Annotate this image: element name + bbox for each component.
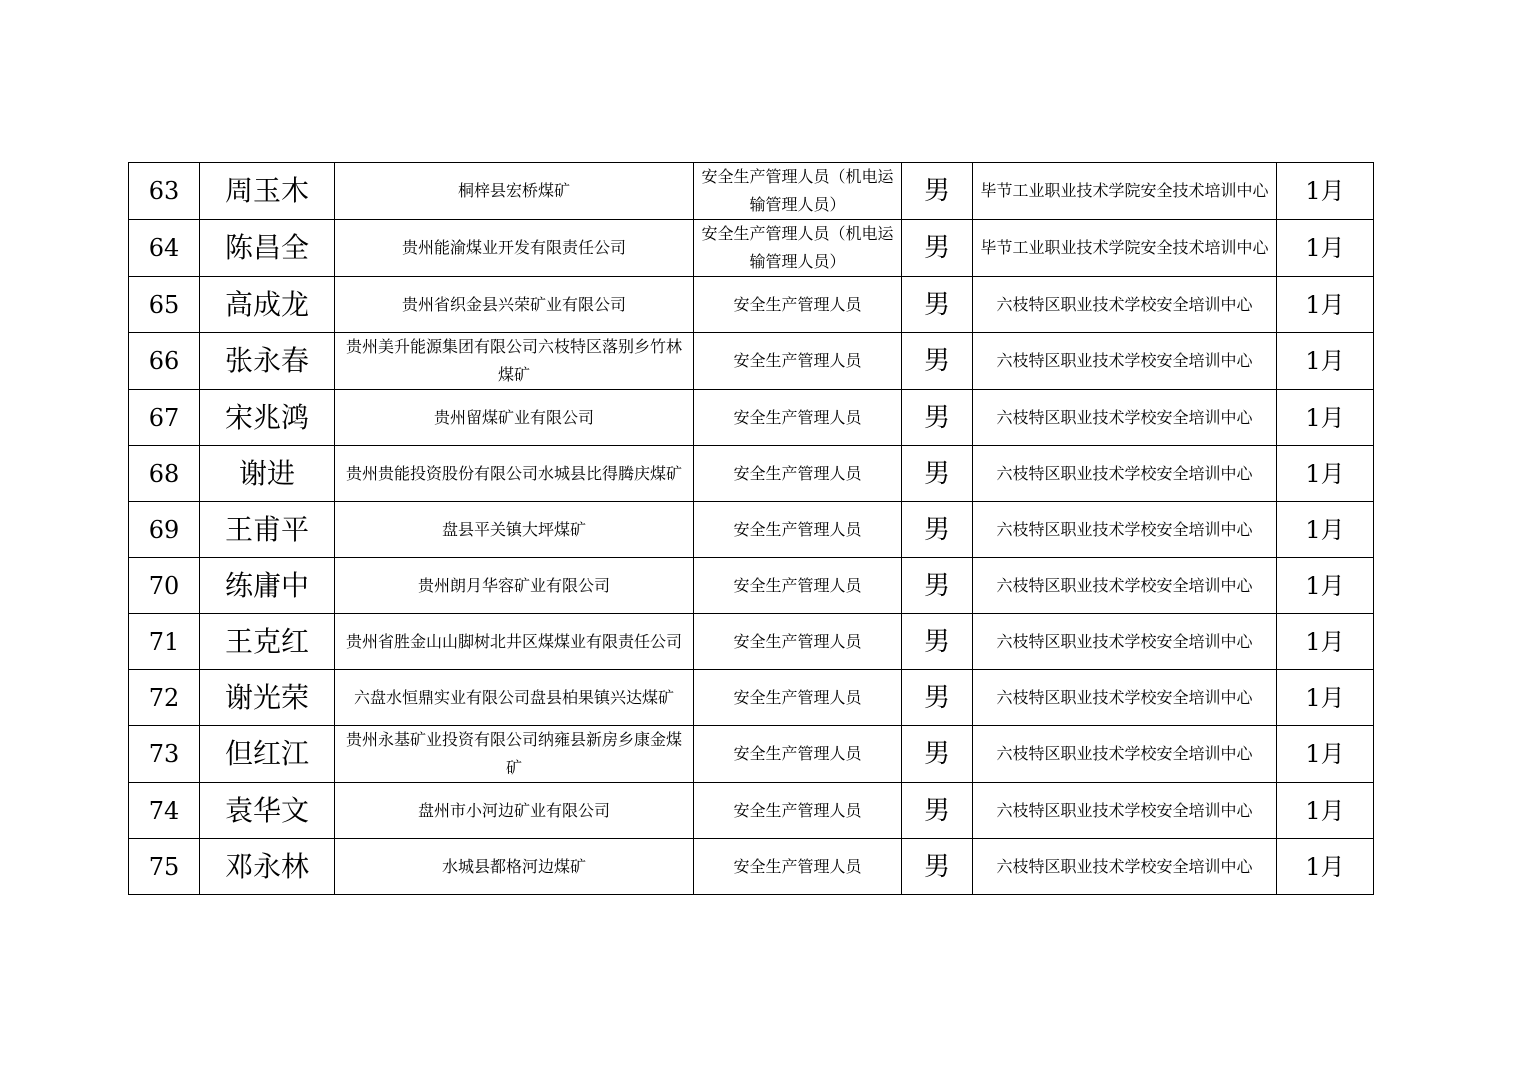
gender: 男 [902,220,973,277]
position-title: 安全生产管理人员 [694,277,902,333]
training-school: 六枝特区职业技术学校安全培训中心 [973,839,1277,895]
person-name: 谢进 [200,446,335,502]
personnel-table [128,162,1374,895]
gender: 男 [902,614,973,670]
company-name: 盘州市小河边矿业有限公司 [335,783,694,839]
company-name: 贵州省胜金山山脚树北井区煤煤业有限责任公司 [335,614,694,670]
person-name: 周玉木 [200,163,335,220]
gender: 男 [902,670,973,726]
training-school: 六枝特区职业技术学校安全培训中心 [973,558,1277,614]
gender: 男 [902,333,973,390]
person-name: 谢光荣 [200,670,335,726]
training-duration: 1月 [1277,614,1374,670]
position-title: 安全生产管理人员 [694,614,902,670]
training-duration: 1月 [1277,502,1374,558]
row-number: 68 [129,446,200,502]
row-number: 72 [129,670,200,726]
company-name: 贵州能渝煤业开发有限责任公司 [335,220,694,277]
training-school: 六枝特区职业技术学校安全培训中心 [973,446,1277,502]
company-name: 桐梓县宏桥煤矿 [335,163,694,220]
position-title: 安全生产管理人员 [694,446,902,502]
company-name: 贵州朗月华容矿业有限公司 [335,558,694,614]
gender: 男 [902,839,973,895]
training-duration: 1月 [1277,670,1374,726]
table-row [129,839,1374,895]
row-number: 71 [129,614,200,670]
table-row [129,558,1374,614]
table-row [129,390,1374,446]
training-school: 毕节工业职业技术学院安全技术培训中心 [973,220,1277,277]
training-duration: 1月 [1277,333,1374,390]
training-school: 毕节工业职业技术学院安全技术培训中心 [973,163,1277,220]
person-name: 高成龙 [200,277,335,333]
training-duration: 1月 [1277,277,1374,333]
gender: 男 [902,726,973,783]
row-number: 74 [129,783,200,839]
company-name: 贵州贵能投资股份有限公司水城县比得腾庆煤矿 [335,446,694,502]
company-name: 贵州永基矿业投资有限公司纳雍县新房乡康金煤矿 [335,726,694,783]
position-title: 安全生产管理人员 [694,558,902,614]
company-name: 六盘水恒鼎实业有限公司盘县柏果镇兴达煤矿 [335,670,694,726]
training-school: 六枝特区职业技术学校安全培训中心 [973,390,1277,446]
table-row [129,502,1374,558]
person-name: 张永春 [200,333,335,390]
training-school: 六枝特区职业技术学校安全培训中心 [973,277,1277,333]
training-school: 六枝特区职业技术学校安全培训中心 [973,726,1277,783]
row-number: 75 [129,839,200,895]
position-title: 安全生产管理人员 [694,502,902,558]
person-name: 王克红 [200,614,335,670]
training-duration: 1月 [1277,783,1374,839]
training-duration: 1月 [1277,163,1374,220]
table-row [129,726,1374,783]
gender: 男 [902,163,973,220]
person-name: 宋兆鸿 [200,390,335,446]
gender: 男 [902,783,973,839]
table-row [129,670,1374,726]
training-duration: 1月 [1277,446,1374,502]
table-body [129,163,1374,895]
position-title: 安全生产管理人员 [694,333,902,390]
row-number: 67 [129,390,200,446]
training-duration: 1月 [1277,220,1374,277]
training-school: 六枝特区职业技术学校安全培训中心 [973,333,1277,390]
table-row [129,277,1374,333]
table-row [129,220,1374,277]
row-number: 73 [129,726,200,783]
training-duration: 1月 [1277,839,1374,895]
training-school: 六枝特区职业技术学校安全培训中心 [973,614,1277,670]
training-school: 六枝特区职业技术学校安全培训中心 [973,783,1277,839]
position-title: 安全生产管理人员 [694,783,902,839]
training-school: 六枝特区职业技术学校安全培训中心 [973,502,1277,558]
row-number: 64 [129,220,200,277]
position-title: 安全生产管理人员 [694,390,902,446]
gender: 男 [902,558,973,614]
gender: 男 [902,390,973,446]
row-number: 66 [129,333,200,390]
position-title: 安全生产管理人员（机电运输管理人员） [694,163,902,220]
table-row [129,446,1374,502]
person-name: 但红江 [200,726,335,783]
table-row [129,614,1374,670]
training-duration: 1月 [1277,390,1374,446]
company-name: 贵州省织金县兴荣矿业有限公司 [335,277,694,333]
company-name: 贵州留煤矿业有限公司 [335,390,694,446]
table-row [129,783,1374,839]
row-number: 69 [129,502,200,558]
gender: 男 [902,446,973,502]
position-title: 安全生产管理人员 [694,670,902,726]
gender: 男 [902,502,973,558]
training-duration: 1月 [1277,726,1374,783]
company-name: 盘县平关镇大坪煤矿 [335,502,694,558]
company-name: 水城县都格河边煤矿 [335,839,694,895]
table-row [129,333,1374,390]
person-name: 袁华文 [200,783,335,839]
position-title: 安全生产管理人员（机电运输管理人员） [694,220,902,277]
training-duration: 1月 [1277,558,1374,614]
person-name: 王甫平 [200,502,335,558]
person-name: 邓永林 [200,839,335,895]
person-name: 陈昌全 [200,220,335,277]
table-row [129,163,1374,220]
row-number: 65 [129,277,200,333]
gender: 男 [902,277,973,333]
company-name: 贵州美升能源集团有限公司六枝特区落别乡竹林煤矿 [335,333,694,390]
position-title: 安全生产管理人员 [694,839,902,895]
person-name: 练庸中 [200,558,335,614]
row-number: 70 [129,558,200,614]
position-title: 安全生产管理人员 [694,726,902,783]
row-number: 63 [129,163,200,220]
training-school: 六枝特区职业技术学校安全培训中心 [973,670,1277,726]
